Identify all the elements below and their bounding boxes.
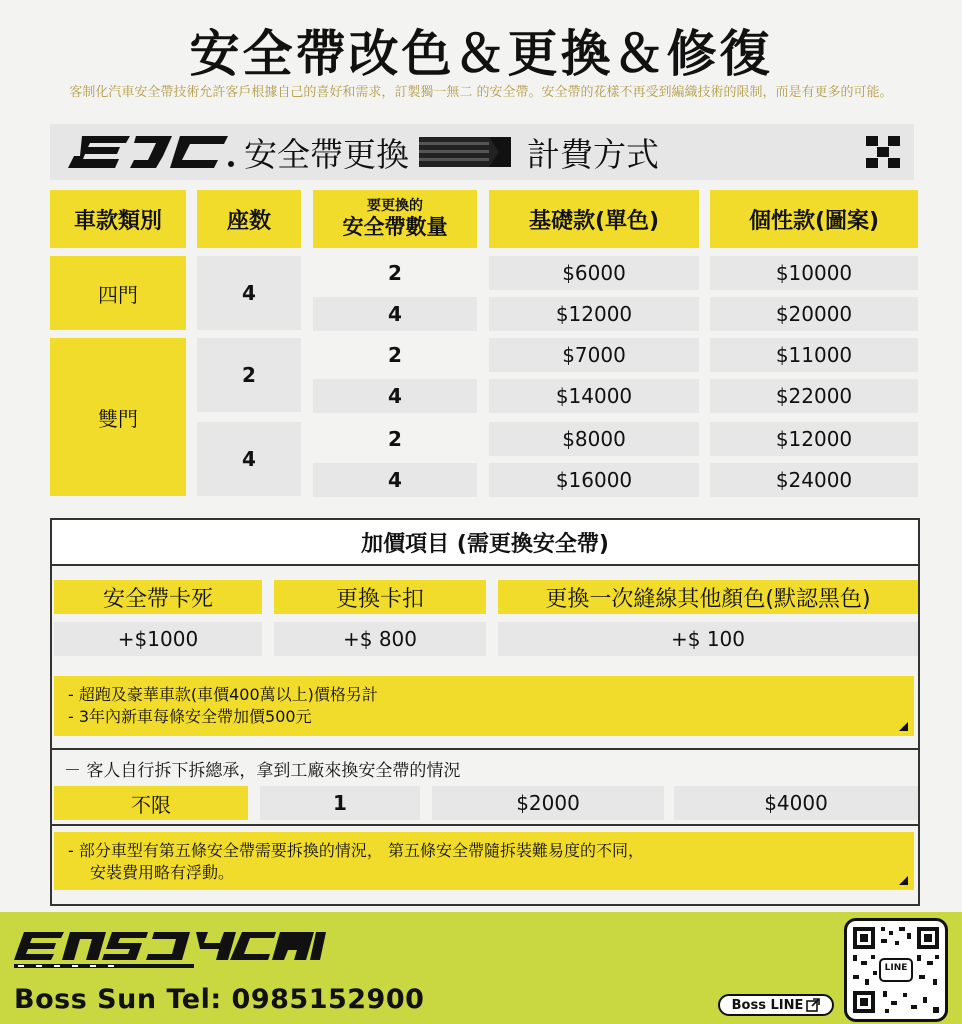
self-row-custom: $4000 [674,786,918,820]
line-qr-code[interactable] [844,918,948,1022]
header-qty [313,190,477,248]
row-qty: 4 [313,463,477,497]
self-row-basic: $2000 [432,786,664,820]
seats-two-door-2: 2 [197,338,301,412]
note-luxury [54,676,914,736]
note-fifth-belt [54,832,914,890]
row-qty: 2 [388,343,402,367]
row-qty: 2 [388,427,402,451]
note-fifth-line2: 安裝費用略有浮動。 [90,863,235,882]
note-fifth-line1: - 部分車型有第五條安全帶需要拆換的情況， 第五條安全帶隨拆裝難易度的不同， [68,841,644,860]
addon-label-stuck: 安全帶卡死 [54,580,262,614]
addon-price-buckle: +$ 800 [274,622,486,656]
corner-triangle-icon [899,876,908,885]
addon-price-stitch: +$ 100 [498,622,918,656]
boss-phone[interactable]: Boss Sun Tel: 0985152900 [14,984,425,1015]
note-luxury-line1: - 超跑及豪華車款(車價400萬以上)價格另計 [68,685,378,704]
addon-label-buckle: 更換卡扣 [274,580,486,614]
header-seats: 座数 [197,190,301,248]
self-row-label: 不限 [54,786,248,820]
category-two-door: 雙門 [50,338,186,496]
row-custom-price: $12000 [710,422,918,456]
row-custom-price: $11000 [710,338,918,372]
note-luxury-line2: - 3年內新車每條安全帶加價500元 [68,707,312,726]
boss-line-label: Boss LINE [731,997,804,1013]
enjoycar-logo [14,930,326,972]
header-qty-top: 要更換的 [367,198,423,214]
banner-left-text: 安全帶更換 [244,134,409,174]
ejc-logo [68,134,238,170]
banner-right-text: 計費方式 [527,134,659,174]
row-basic-price: $8000 [489,422,699,456]
row-custom-price: $20000 [710,297,918,331]
row-basic-price: $16000 [489,463,699,497]
pricing-banner [50,124,914,180]
category-four-door: 四門 [50,256,186,330]
addon-label-stitch: 更換一次縫線其他顏色(默認黑色) [498,580,918,614]
header-qty-bottom: 安全帶數量 [342,215,448,239]
external-link-icon [806,998,820,1012]
row-custom-price: $22000 [710,379,918,413]
header-car-type: 車款類別 [50,190,186,248]
page-title: 安全帶改色＆更換＆修復 [189,25,773,83]
header-custom: 個性款(圖案) [710,190,918,248]
corner-triangle-icon [899,722,908,731]
row-qty: 2 [388,261,402,285]
addon-title: 加價項目 (需更換安全帶) [52,520,918,566]
divider [52,748,918,750]
page-subtitle: 客制化汽車安全帶技術允許客戶根據自己的喜好和需求，訂製獨一無二 的安全帶。安全帶的花樣不再受到編織技術的限制，而是有更多的可能。 [69,85,893,100]
row-basic-price: $14000 [489,379,699,413]
row-custom-price: $10000 [710,256,918,290]
addon-box [50,518,920,906]
self-row-qty: 1 [260,786,420,820]
row-basic-price: $7000 [489,338,699,372]
row-basic-price: $12000 [489,297,699,331]
addon-price-stuck: +$1000 [54,622,262,656]
self-remove-text: － 客人自行拆下拆總承，拿到工廠來換安全帶的情況 [64,761,461,781]
seats-four-door: 4 [197,256,301,330]
seats-two-door-4: 4 [197,422,301,496]
stripes-graphic [419,137,511,167]
row-qty: 4 [313,297,477,331]
qr-line-label: LINE [884,963,908,973]
row-custom-price: $24000 [710,463,918,497]
header-basic: 基礎款(單色) [489,190,699,248]
row-qty: 4 [313,379,477,413]
x-logo-icon [866,136,900,168]
row-basic-price: $6000 [489,256,699,290]
boss-line-button[interactable] [718,994,834,1016]
footer [0,912,962,1024]
divider [52,824,918,826]
